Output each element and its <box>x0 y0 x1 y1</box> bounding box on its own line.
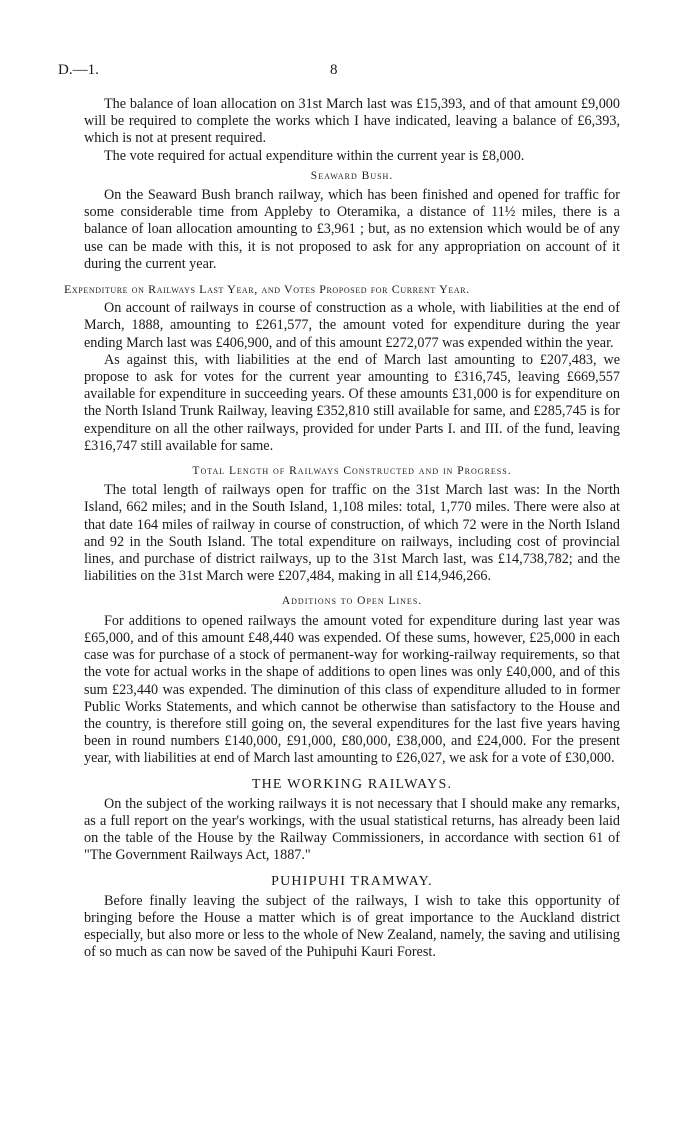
paragraph: On account of railways in course of construction as a whole, with liabilities at the end of March, 1888, amounting to £261,577, the amount voted for expenditure during the year ending March last was £406,900, and of this amount £272,077 was expended within the year. <box>84 300 620 351</box>
paragraph: As against this, with liabilities at the end of March last amounting to £207,483, we propose to ask for votes for the current year amounting to £316,745, leaving £669,557 available for expenditure in succeeding years. Of these amounts £31,000 is for expenditure on the North Island Trunk Railway, leaving £352,810 still available for same, and £285,745 is for expenditure on all the other railways, provided for under Parts I. and III. of the fund, leaving £316,747 still available for same. <box>84 351 620 454</box>
page-number: 8 <box>330 62 338 78</box>
document-reference: D.—1. <box>58 62 99 78</box>
document-body <box>64 96 620 962</box>
page-header <box>58 62 646 82</box>
section-heading-seaward-bush: Seaward Bush. <box>310 169 394 182</box>
section-heading-expenditure: Expenditure on Railways Last Year, and Votes Proposed for Current Year. <box>64 282 470 297</box>
paragraph: The balance of loan allocation on 31st March last was £15,393, and of that amount £9,000 will be required to complete the works which I have indicated, leaving a balance of £6,393, which is not at present required. <box>84 96 620 147</box>
paragraph: On the subject of the working railways it is not necessary that I should make any remarks, as a full report on the year's workings, with the usual statistical returns, has already been laid on the table of the House by the Railway Commissioners, in accordance with section 61 of "The Government Railways Act, 1887." <box>84 795 620 864</box>
paragraph: The total length of railways open for traffic on the 31st March last was: In the North Island, 662 miles; and in the South Island, 1,108 miles: total, 1,770 miles. There were also at that date 164 miles of railway in course of construction, of which 72 were in the North Island and 92 in the South Island. The total expenditure on railways, including cost of provincial lines, and purchase of district railways, up to the 31st March last, was £14,738,782; and the liabilities on the 31st March were £207,484, making in all £14,946,266. <box>84 482 620 585</box>
section-heading-working-railways: THE WORKING RAILWAYS. <box>251 776 453 792</box>
paragraph: For additions to opened railways the amount voted for expenditure during last year was £65,000, and of this amount £48,440 was expended. Of these sums, however, £25,000 in each case was for purchase of a stock of permanent-way for working-railway requirements, so that the vote for actual works in the shape of additions to open lines was only £40,000, and of this sum £23,440 was expended. The diminution of this class of expenditure alluded to in former Public Works Statements, and which cannot be otherwise than satisfactory to the House and the country, is therefore still going on, the several expenditures for the last five years having been in round numbers £140,000, £91,000, £80,000, £38,000, and £24,000. For the present year, with liabilities at end of March last amounting to £26,027, we ask for a vote of £30,000. <box>84 612 620 767</box>
section-heading-additions: Additions to Open Lines. <box>281 595 423 608</box>
paragraph: Before finally leaving the subject of the railways, I wish to take this opportunity of bringing before the House a matter which is of great importance to the Auckland district especially, but also more or less to the whole of New Zealand, namely, the saving and utilising of so much as can now be saved of the Puhipuhi Kauri Forest. <box>84 892 620 961</box>
section-heading-puhipuhi-tramway: PUHIPUHI TRAMWAY. <box>271 873 433 889</box>
paragraph: On the Seaward Bush branch railway, which has been finished and opened for traffic for some considerable time from Appleby to Oteramika, a distance of 11½ miles, there is a balance of loan allocation amounting to £3,961 ; but, as no extension which would be of any use can be made with this, it is not proposed to ask for any appropriation on account of it during the current year. <box>84 187 620 272</box>
section-heading-total-length: Total Length of Railways Constructed and in Progress. <box>192 465 512 478</box>
paragraph: The vote required for actual expenditure within the current year is £8,000. <box>104 147 525 164</box>
